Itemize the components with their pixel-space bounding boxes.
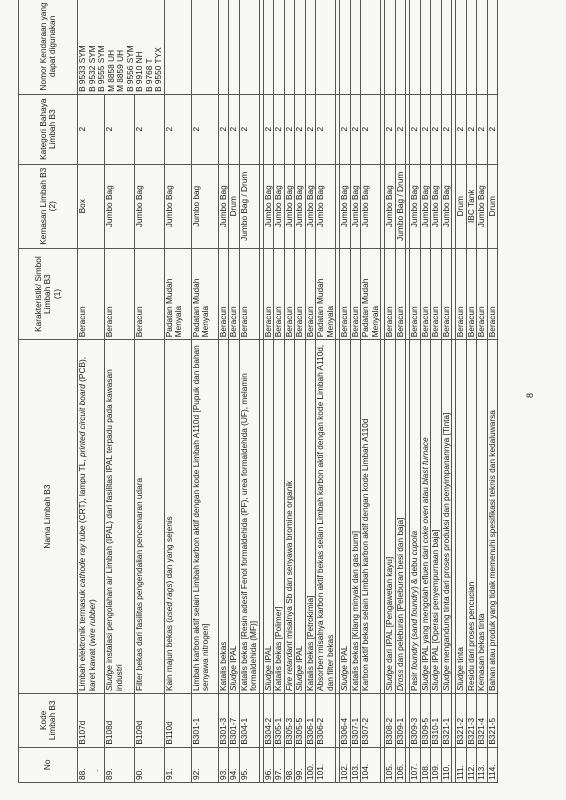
cell-no: 98.	[284, 747, 295, 782]
nama-italic: Sludge	[440, 665, 451, 691]
nama-text: Kain majun bekas (	[163, 619, 174, 691]
cell-nama: Residu dari proses pencucian	[466, 340, 477, 694]
cell-kode: B309-5	[420, 694, 431, 748]
cell-no: 105.	[385, 747, 396, 782]
cell-kode: B304-1	[239, 694, 259, 748]
cell-kategori: 2	[295, 94, 306, 164]
cell-nomor-empty	[164, 0, 191, 94]
vehicle-number: B 9768 T	[143, 58, 154, 92]
cell-nomor-empty	[456, 0, 467, 94]
cell-no: 95.	[239, 747, 259, 782]
cell-no: 101.	[316, 747, 336, 782]
cell-nomor-empty	[229, 0, 240, 94]
table-row	[191, 0, 218, 783]
nama-italic: wire rubber	[86, 601, 97, 644]
cell-kategori: 2	[274, 94, 285, 164]
header-kemasan	[19, 164, 78, 248]
cell-kategori: 2	[218, 94, 229, 164]
nama-text: (PCB), karet kawat (	[77, 356, 97, 691]
cell-no: 102.	[340, 747, 351, 782]
nama-text: tinta	[455, 647, 465, 666]
cell-kode: B108d	[105, 694, 135, 748]
table-row	[105, 0, 135, 783]
nama-text: IPAL	[339, 645, 349, 666]
cell-nomor-empty	[191, 0, 218, 94]
cell-nama: Kemasan bekas tinta	[477, 340, 488, 694]
cell-karakteristik: Beracun	[477, 248, 488, 339]
nama-text: IPAL	[294, 645, 304, 666]
cell-kategori: 2	[239, 94, 259, 164]
cell-kode: B306-4	[340, 694, 351, 748]
header-kemasan-note: (2)	[47, 201, 57, 212]
cell-no: 96.	[263, 747, 274, 782]
cell-no: 90.	[134, 747, 164, 782]
nama-text: Limbah elektronik termasuk	[77, 587, 87, 691]
cell-karakteristik: Beracun	[134, 248, 164, 339]
cell-nomor-empty	[487, 0, 498, 94]
cell-nama: Filter bekas dari fasilitas pengendalian pencemaran udara	[134, 340, 164, 694]
nama-text: Pasir	[409, 669, 419, 691]
cell-kategori: 2	[105, 94, 135, 164]
nama-italic: cathode ray tube	[77, 525, 87, 588]
table-row	[218, 0, 229, 783]
table-row	[263, 0, 274, 783]
cell-kode: B307-2	[361, 694, 381, 748]
cell-nama	[385, 340, 396, 694]
vehicle-number: B 9555 SYM	[96, 45, 106, 92]
nama-italic: used rags	[163, 583, 174, 620]
cell-nomor-empty	[361, 0, 381, 94]
cell-karakteristik: Beracun	[284, 248, 295, 339]
cell-kemasan: Jumbo Bag	[105, 164, 135, 248]
nama-italic: Sludge	[430, 665, 440, 691]
cell-kemasan: Jumbo Bag	[410, 164, 421, 248]
cell-kode: B306-2	[316, 694, 336, 748]
cell-nomor-empty	[239, 0, 259, 94]
cell-nomor-empty	[410, 0, 421, 94]
cell-kategori: 2	[134, 94, 164, 164]
table-row	[78, 0, 105, 783]
cell-kategori: 2	[385, 94, 396, 164]
cell-karakteristik: Beracun	[441, 248, 452, 339]
vehicle-number: M 8859 UH	[115, 49, 125, 92]
cell-kategori: 2	[487, 94, 498, 164]
cell-kode: B321-4	[477, 694, 488, 748]
cell-nama: Karbon aktif bekas selain Limbah karbon aktif dengan kode Limbah A110d	[361, 340, 381, 694]
cell-no: 97.	[274, 747, 285, 782]
cell-nomor-empty	[218, 0, 229, 94]
table-row	[295, 0, 306, 783]
cell-kode: B306-1	[305, 694, 316, 748]
table-row	[316, 0, 336, 783]
cell-nomor-empty	[316, 0, 336, 94]
nama-text: dan peleburan [Peleburan besi dan baja]	[394, 517, 405, 670]
nama-italic: Fire retardant	[283, 641, 294, 691]
cell-nama: Limbah karbon aktif selain Limbah karbon aktif dengan kode Limbah A110d [Pupuk dan bahan senyawa nitrogen]	[191, 340, 218, 694]
cell-nomor-empty	[477, 0, 488, 94]
cell-kemasan: Jumbo Bag	[350, 164, 361, 248]
cell-nomor-empty	[385, 0, 396, 94]
nama-text: dari IPAL [Pengawetan kayu]	[384, 556, 394, 666]
cell-karakteristik: Beracun	[105, 248, 135, 339]
table-row	[134, 0, 164, 783]
nama-italic: foundry	[409, 642, 419, 670]
cell-no: 94.	[229, 747, 240, 782]
cell-kode: B109d	[134, 694, 164, 748]
cell-nomor-empty	[466, 0, 477, 94]
cell-no: 99.	[295, 747, 306, 782]
cell-nama	[105, 340, 135, 694]
nama-text: IPAL yang mengolah efluen dari	[419, 543, 430, 666]
cell-kode: B305-5	[295, 694, 306, 748]
header-no: No	[19, 747, 78, 782]
table-row	[477, 0, 488, 783]
cell-no: 113.	[477, 747, 488, 782]
cell-no: 112.	[466, 747, 477, 782]
page-number: 8	[525, 392, 535, 398]
cell-karakteristik: Padatan Mudah Menyala	[316, 248, 336, 339]
cell-kategori: 2	[441, 94, 452, 164]
nama-italic: Sludge	[228, 665, 238, 691]
cell-kemasan: Jumbo Bag	[274, 164, 285, 248]
header-kategori: Kategori Bahaya Limbah B3	[19, 94, 78, 164]
cell-karakteristik: Beracun	[305, 248, 316, 339]
nama-italic: coke oven	[419, 505, 430, 544]
cell-no: 92.	[191, 747, 218, 782]
cell-kode: B301-1	[191, 694, 218, 748]
cell-nama	[164, 340, 191, 694]
cell-karakteristik: Beracun	[239, 248, 259, 339]
cell-no: 103.	[350, 747, 361, 782]
cell-kategori: 2	[410, 94, 421, 164]
cell-kategori: 2	[305, 94, 316, 164]
vehicle-number: B 9533 SYM	[77, 45, 87, 92]
cell-nama: Bahan atau produk yang tidak memenuhi spesifikasi teknis dan kedaluwarsa	[487, 340, 498, 694]
cell-no: 107.	[410, 747, 421, 782]
table-row	[466, 0, 477, 783]
cell-karakteristik: Padatan Mudah Menyala	[164, 248, 191, 339]
cell-kategori: 2	[340, 94, 351, 164]
cell-kategori: 2	[431, 94, 442, 164]
table-row	[431, 0, 442, 783]
cell-kode: B321-3	[466, 694, 477, 748]
cell-karakteristik: Padatan Mudah Menyala	[191, 248, 218, 339]
cell-kode: B309-1	[395, 694, 406, 748]
nama-italic: cupola	[409, 530, 419, 556]
table-row	[239, 0, 259, 783]
cell-kode: B301-3	[218, 694, 229, 748]
cell-kategori: 2	[191, 94, 218, 164]
cell-nama	[78, 340, 105, 694]
nama-italic: blast furnace	[419, 437, 430, 485]
table-row	[410, 0, 421, 783]
cell-kemasan: Jumbo Bag	[164, 164, 191, 248]
cell-kemasan: Jumbo Bag	[263, 164, 274, 248]
cell-nama	[410, 340, 421, 694]
cell-karakteristik: Beracun	[78, 248, 105, 339]
cell-karakteristik: Beracun	[395, 248, 406, 339]
cell-nama	[431, 340, 442, 694]
nama-italic: Sludge	[294, 665, 304, 691]
vehicle-number: B 9556 SYM	[124, 45, 135, 92]
nama-text: ) & debu	[409, 555, 419, 590]
table-row	[274, 0, 285, 783]
cell-kemasan: Jumbo Bag	[340, 164, 351, 248]
cell-kode: B321-2	[456, 694, 467, 748]
nama-text: (CRT), lampu TL,	[77, 457, 87, 526]
table-row	[420, 0, 431, 783]
nama-text: IPAL	[228, 645, 238, 666]
cell-kemasan: Jumbo Bag	[305, 164, 316, 248]
cell-nomor-kendaraan	[78, 0, 165, 94]
cell-kode: B309-3	[410, 694, 421, 748]
cell-nama: Absorben misalnya karbon aktif bekas selain Limbah karbon aktif dengan kode Limbah A110d, dan filter bekas	[316, 340, 336, 694]
stray-mark: .	[90, 769, 100, 772]
cell-kategori: 2	[284, 94, 295, 164]
cell-kategori: 2	[466, 94, 477, 164]
cell-no: 104.	[361, 747, 381, 782]
nama-italic: Sludge	[339, 665, 349, 691]
cell-kategori: 2	[263, 94, 274, 164]
table-row	[385, 0, 396, 783]
cell-kategori: 2	[316, 94, 336, 164]
table-row	[456, 0, 467, 783]
cell-no: 106.	[395, 747, 406, 782]
cell-no: 100.	[305, 747, 316, 782]
cell-nama	[263, 340, 274, 694]
cell-karakteristik: Beracun	[229, 248, 240, 339]
cell-nama	[420, 340, 431, 694]
cell-nama: Katalis bekas [Kilang minyak dan gas bumi]	[350, 340, 361, 694]
cell-kategori: 2	[395, 94, 406, 164]
cell-kategori: 2	[229, 94, 240, 164]
cell-nomor-empty	[305, 0, 316, 94]
cell-karakteristik: Beracun	[420, 248, 431, 339]
cell-karakteristik: Beracun	[410, 248, 421, 339]
cell-kode: B305-1	[274, 694, 285, 748]
vehicle-number: B 9532 SYM	[86, 45, 97, 92]
cell-kode: B321-5	[487, 694, 498, 748]
cell-karakteristik: Padatan Mudah Menyala	[361, 248, 381, 339]
cell-nama	[284, 340, 295, 694]
nama-text: IPAL	[262, 645, 273, 666]
nama-text: misalnya Sb dan senyawa bromine organik	[283, 480, 294, 642]
cell-kemasan: Jumbo Bag	[441, 164, 452, 248]
cell-karakteristik: Beracun	[274, 248, 285, 339]
cell-kemasan: Jumbo Bag	[361, 164, 381, 248]
cell-karakteristik: Beracun	[218, 248, 229, 339]
cell-kemasan: Jumbo Bag	[431, 164, 442, 248]
nama-text: ) dan yang sejenis	[163, 516, 174, 584]
vehicle-number: B 9910 NH	[134, 51, 144, 92]
cell-kemasan: Jumbo Bag	[218, 164, 229, 248]
cell-no: 114.	[487, 747, 498, 782]
cell-karakteristik: Beracun	[487, 248, 498, 339]
header-kemasan-label: Kemasan Limbah B3	[37, 167, 48, 245]
cell-nama	[395, 340, 406, 694]
cell-kemasan: IBC Tank	[466, 164, 477, 248]
cell-nomor-empty	[350, 0, 361, 94]
table-row	[487, 0, 498, 783]
cell-kemasan: Drum	[487, 164, 498, 248]
cell-nama	[441, 340, 452, 694]
cell-nama	[456, 340, 467, 694]
header-karakteristik-label: Karakteristik/ Simbol Limbah B3	[33, 256, 53, 332]
nama-text: atau	[419, 484, 430, 506]
cell-kemasan: Jumbo Bag	[134, 164, 164, 248]
table-row	[164, 0, 191, 783]
header-kode: Kode Limbah B3	[19, 694, 78, 748]
cell-kode: B301-7	[229, 694, 240, 748]
cell-nomor-empty	[274, 0, 285, 94]
cell-kemasan: Jumbo Bag	[316, 164, 336, 248]
cell-no: 111.	[456, 747, 467, 782]
waste-table	[18, 0, 498, 783]
cell-nomor-empty	[431, 0, 442, 94]
cell-nomor-empty	[395, 0, 406, 94]
cell-karakteristik: Beracun	[295, 248, 306, 339]
cell-no: 108.	[420, 747, 431, 782]
table-row	[350, 0, 361, 783]
cell-karakteristik: Beracun	[456, 248, 467, 339]
table-row	[395, 0, 406, 783]
cell-nama	[340, 340, 351, 694]
cell-kemasan: Jumbo Bag	[284, 164, 295, 248]
cell-kategori: 2	[350, 94, 361, 164]
cell-nama: Katalis bekas [Petrokimia]	[305, 340, 316, 694]
cell-kategori: 2	[78, 94, 105, 164]
cell-kategori: 2	[420, 94, 431, 164]
cell-kode: B321-1	[441, 694, 452, 748]
cell-kemasan: Jumbo bag	[191, 164, 218, 248]
cell-kode: B308-2	[385, 694, 396, 748]
table-row	[441, 0, 452, 783]
cell-no: 89.	[105, 747, 135, 782]
cell-no: 91.	[164, 747, 191, 782]
cell-nomor-empty	[295, 0, 306, 94]
cell-kemasan: Box	[78, 164, 105, 248]
cell-nama: Katalis bekas	[218, 340, 229, 694]
cell-kemasan: Jumbo Bag	[385, 164, 396, 248]
cell-karakteristik: Beracun	[350, 248, 361, 339]
cell-nomor-empty	[263, 0, 274, 94]
table-row	[284, 0, 295, 783]
nama-italic: sand foundry	[409, 589, 419, 638]
cell-nama: Katalis bekas [Resin adesif Fenol formaldehida (PF), urea formaldehida (UF), melamin formaldehida (MF)]	[239, 340, 259, 694]
cell-karakteristik: Beracun	[431, 248, 442, 339]
vehicle-number: B 9550 TYX	[153, 47, 163, 92]
cell-kemasan: Jumbo Bag / Drum	[395, 164, 406, 248]
cell-kemasan: Jumbo Bag	[477, 164, 488, 248]
nama-text: IPAL [Operasi penyempurnaan baja]	[430, 529, 440, 666]
header-karakteristik-note: (1)	[51, 289, 62, 300]
cell-no: 109.	[431, 747, 442, 782]
cell-nama	[229, 340, 240, 694]
header-nomor: Nomor Kendaraan yang dapat digunakan	[19, 0, 78, 94]
cell-kode: B107d	[78, 694, 105, 748]
table-row	[361, 0, 381, 783]
cell-karakteristik: Beracun	[385, 248, 396, 339]
cell-kemasan: Drum	[456, 164, 467, 248]
cell-kode: B310-1	[431, 694, 442, 748]
vehicle-number: M 8858 UH	[105, 49, 116, 92]
cell-no: 110.	[441, 747, 452, 782]
nama-italic: Sludge	[262, 665, 273, 691]
cell-nomor-empty	[340, 0, 351, 94]
cell-kemasan: Jumbo Bag	[420, 164, 431, 248]
cell-kemasan: Jumbo Bag / Drum	[239, 164, 259, 248]
table-row	[305, 0, 316, 783]
cell-kemasan: Jumbo Bag	[295, 164, 306, 248]
header-nama: Nama Limbah B3	[19, 340, 78, 694]
cell-kode: B305-3	[284, 694, 295, 748]
cell-karakteristik: Beracun	[340, 248, 351, 339]
cell-kode: B110d	[164, 694, 191, 748]
cell-kemasan: Drum	[229, 164, 240, 248]
nama-text: )	[86, 599, 97, 602]
nama-italic: Sludge	[104, 665, 115, 691]
nama-italic: Dross	[394, 669, 405, 691]
header-karakteristik	[19, 248, 78, 339]
cell-kategori: 2	[477, 94, 488, 164]
cell-kategori: 2	[361, 94, 381, 164]
nama-italic: printed circuit board	[77, 384, 87, 458]
cell-nama	[295, 340, 306, 694]
cell-kode: B304-2	[263, 694, 274, 748]
cell-kategori: 2	[456, 94, 467, 164]
cell-nomor-empty	[284, 0, 295, 94]
table-row	[229, 0, 240, 783]
nama-text: mengandung tinta dari proses produksi dan penyimpanannya [Tinta]	[440, 412, 451, 666]
nama-italic: Sludge	[384, 665, 394, 691]
cell-kode: B307-1	[350, 694, 361, 748]
cell-nomor-empty	[420, 0, 431, 94]
nama-text: instalasi pengolahan air Limbah (IPAL) dari fasilitas IPAL terpadu pada kawasan industri	[104, 369, 124, 691]
cell-nomor-empty	[441, 0, 452, 94]
table-header-row	[19, 0, 78, 783]
cell-no: 93.	[218, 747, 229, 782]
cell-no: 88.	[78, 747, 105, 782]
nama-italic: Sludge	[455, 665, 465, 691]
nama-italic: Sludge	[419, 665, 430, 691]
cell-nama: Katalis bekas [Polimer]	[274, 340, 285, 694]
cell-karakteristik: Beracun	[263, 248, 274, 339]
nama-text: (	[409, 637, 419, 643]
cell-karakteristik: Beracun	[466, 248, 477, 339]
cell-kategori: 2	[164, 94, 191, 164]
table-row	[340, 0, 351, 783]
